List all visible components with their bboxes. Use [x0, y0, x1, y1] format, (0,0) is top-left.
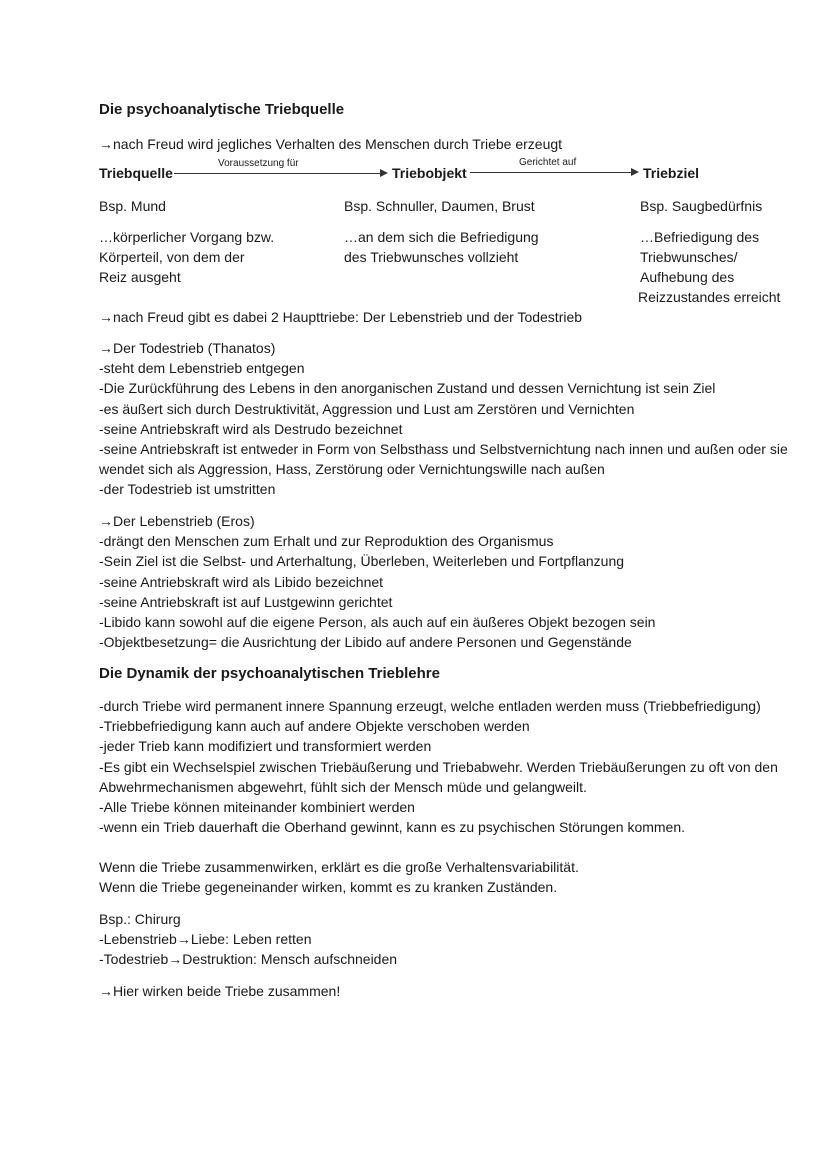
lebenstrieb-line: -Objektbesetzung= die Ausrichtung der Libido auf andere Personen und Gegenstände: [99, 634, 632, 651]
arrow2-head-icon: [631, 168, 639, 176]
desc-quelle-line: Körperteil, von dem der: [99, 249, 245, 265]
lebenstrieb-line: -seine Antriebskraft ist auf Lustgewinn gerichtet: [99, 593, 393, 610]
desc-objekt-line: …an dem sich die Befriedigung: [344, 229, 539, 245]
haupttriebe-line: →nach Freud gibt es dabei 2 Haupttriebe: Der Lebenstrieb und der Todestrieb: [99, 309, 583, 325]
desc-quelle-line: …körperlicher Vorgang bzw.: [99, 229, 275, 245]
arrow2-label: Gerichtet auf: [519, 157, 577, 168]
dynamik-line: -wenn ein Trieb dauerhaft die Oberhand gewinnt, kann es zu psychischen Störungen kommen.: [99, 819, 686, 836]
diagram-triebziel: Triebziel: [643, 165, 700, 181]
desc-objekt-line: des Triebwunsches vollzieht: [344, 249, 519, 265]
conclusion-line: →Hier wirken beide Triebe zusammen!: [99, 983, 341, 999]
todestrieb-line: wendet sich als Aggression, Hass, Zerstörung oder Vernichtungswille nach außen: [99, 461, 605, 478]
lebenstrieb-line: -Libido kann sowohl auf die eigene Person, als auch auf ein äußeres Objekt bezogen sein: [99, 614, 656, 631]
dynamik-line: -Alle Triebe können miteinander kombiniert werden: [99, 799, 415, 816]
summary-block: [99, 857, 579, 897]
dynamik-block: [99, 696, 778, 837]
todestrieb-line: -steht dem Lebenstrieb entgegen: [99, 360, 305, 377]
todestrieb-block: [99, 338, 788, 500]
arrow1-label: Voraussetzung für: [218, 158, 299, 169]
beispiel-line: -Lebenstrieb→Liebe: Leben retten: [99, 931, 312, 948]
desc-ziel-line: Reizzustandes erreicht: [638, 289, 781, 305]
section-title-triebquelle: Die psychoanalytische Triebquelle: [99, 101, 345, 118]
todestrieb-line: -seine Antriebskraft wird als Destrudo bezeichnet: [99, 420, 403, 437]
example-quelle: Bsp. Mund: [99, 198, 166, 214]
summary-line: Wenn die Triebe gegeneinander wirken, kommt es zu kranken Zuständen.: [99, 879, 558, 896]
dynamik-line: -jeder Trieb kann modifiziert und transformiert werden: [99, 738, 432, 755]
desc-ziel-line: …Befriedigung des: [640, 229, 760, 245]
beispiel-line: Bsp.: Chirurg: [99, 911, 181, 927]
todestrieb-line: -seine Antriebskraft ist entweder in Form von Selbsthass und Selbstvernichtung nach innen und außen oder sie: [99, 441, 788, 458]
dynamik-line: -durch Triebe wird permanent innere Spannung erzeugt, welche entladen werden muss (Triebbefriedigung): [99, 698, 761, 714]
desc-ziel-line: Aufhebung des: [640, 269, 735, 285]
example-objekt: Bsp. Schnuller, Daumen, Brust: [344, 198, 535, 214]
summary-line: Wenn die Triebe zusammenwirken, erklärt es die große Verhaltensvariabilität.: [99, 859, 579, 875]
diagram-triebobjekt: Triebobjekt: [392, 165, 467, 181]
section-title-dynamik: Die Dynamik der psychoanalytischen Trieblehre: [99, 665, 440, 682]
beispiel-block: [99, 909, 397, 970]
intro-line: →nach Freud wird jegliches Verhalten des Menschen durch Triebe erzeugt: [99, 136, 563, 152]
lebenstrieb-line: -seine Antriebskraft wird als Libido bezeichnet: [99, 573, 384, 590]
todestrieb-line: -der Todestrieb ist umstritten: [99, 481, 276, 498]
beispiel-line: -Todestrieb→Destruktion: Mensch aufschneiden: [99, 951, 398, 968]
lebenstrieb-line: -Sein Ziel ist die Selbst- und Arterhaltung, Überleben, Weiterleben und Fortpflanzung: [99, 553, 625, 570]
lebenstrieb-line: -drängt den Menschen zum Erhalt und zur Reproduktion des Organismus: [99, 533, 554, 550]
example-ziel: Bsp. Saugbedürfnis: [640, 198, 763, 214]
lebenstrieb-block: [99, 511, 655, 652]
dynamik-line: -Es gibt ein Wechselspiel zwischen Triebäußerung und Triebabwehr. Werden Triebäußerungen zu oft von den: [99, 758, 778, 775]
diagram-triebquelle: Triebquelle: [99, 165, 173, 181]
dynamik-line: Abwehrmechanismen abgewehrt, fühlt sich der Mensch müde und gelangweilt.: [99, 778, 587, 795]
arrow1-line: [174, 173, 380, 174]
todestrieb-line: -Die Zurückführung des Lebens in den anorganischen Zustand und dessen Vernichtung ist sein Ziel: [99, 380, 716, 397]
arrow1-head-icon: [380, 169, 388, 177]
desc-ziel-line: Triebwunsches/: [640, 249, 738, 265]
todestrieb-line: →Der Todestrieb (Thanatos): [99, 340, 276, 356]
desc-quelle-line: Reiz ausgeht: [99, 269, 181, 285]
lebenstrieb-line: →Der Lebenstrieb (Eros): [99, 513, 255, 529]
arrow2-line: [470, 172, 631, 173]
dynamik-line: -Triebbefriedigung kann auch auf andere Objekte verschoben werden: [99, 718, 530, 735]
todestrieb-line: -es äußert sich durch Destruktivität, Aggression und Lust am Zerstören und Vernichten: [99, 400, 635, 417]
